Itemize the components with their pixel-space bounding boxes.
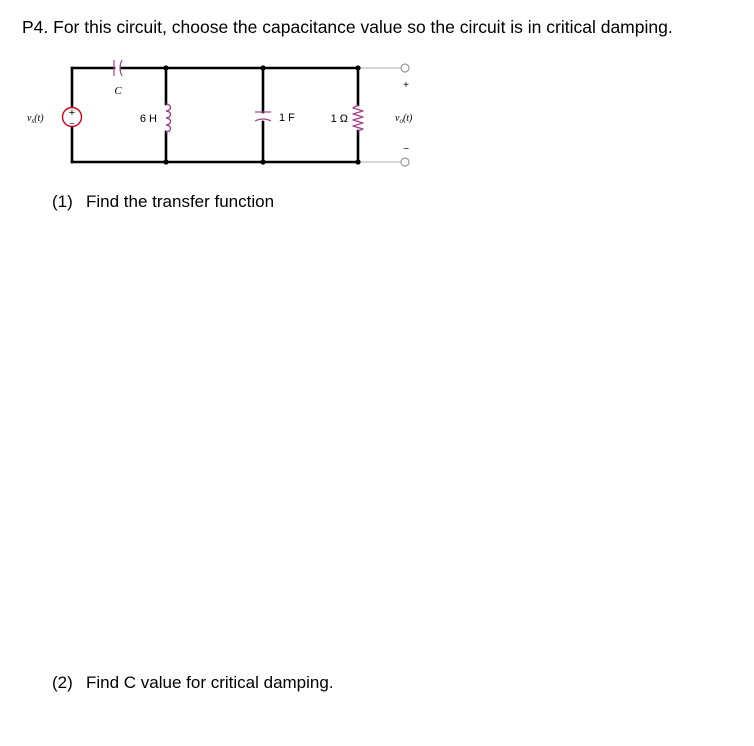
part-1-text: Find the transfer function (86, 192, 275, 211)
inductor (166, 104, 171, 132)
output-label-sub: o (399, 117, 403, 125)
part-2-text: Find C value for critical damping. (86, 673, 334, 692)
source-label-main: v (27, 113, 32, 124)
inductor-label: 6 H (139, 113, 157, 125)
capacitor-1f (255, 112, 271, 121)
source-minus-sign: − (69, 119, 75, 128)
output-terminal-bottom (401, 158, 409, 166)
resistor-label: 1 Ω (330, 113, 348, 125)
resistor (353, 105, 363, 131)
voltage-source (63, 107, 82, 128)
source-label-arg: (t) (34, 113, 44, 124)
capacitor-1f-label: 1 F (279, 112, 295, 124)
part-2-number: (2) (52, 673, 73, 692)
source-plus-sign: + (68, 107, 76, 119)
output-plus-sign: + (403, 80, 409, 91)
problem-title: P4. For this circuit, choose the capacitance value so the circuit is in critical damping. (22, 17, 673, 37)
output-minus-sign: − (403, 144, 409, 155)
circuit-wires (69, 68, 358, 162)
output-label-main: v (395, 113, 400, 124)
part-2-question (52, 672, 334, 694)
source-label (27, 113, 44, 125)
source-label-sub: s (31, 117, 35, 125)
output-label (395, 113, 413, 125)
output-terminal-top (401, 64, 409, 72)
part-1-question (52, 191, 274, 213)
output-label-arg: (t) (402, 113, 413, 124)
part-1-number: (1) (52, 192, 73, 211)
capacitor-c-label: C (114, 85, 122, 97)
